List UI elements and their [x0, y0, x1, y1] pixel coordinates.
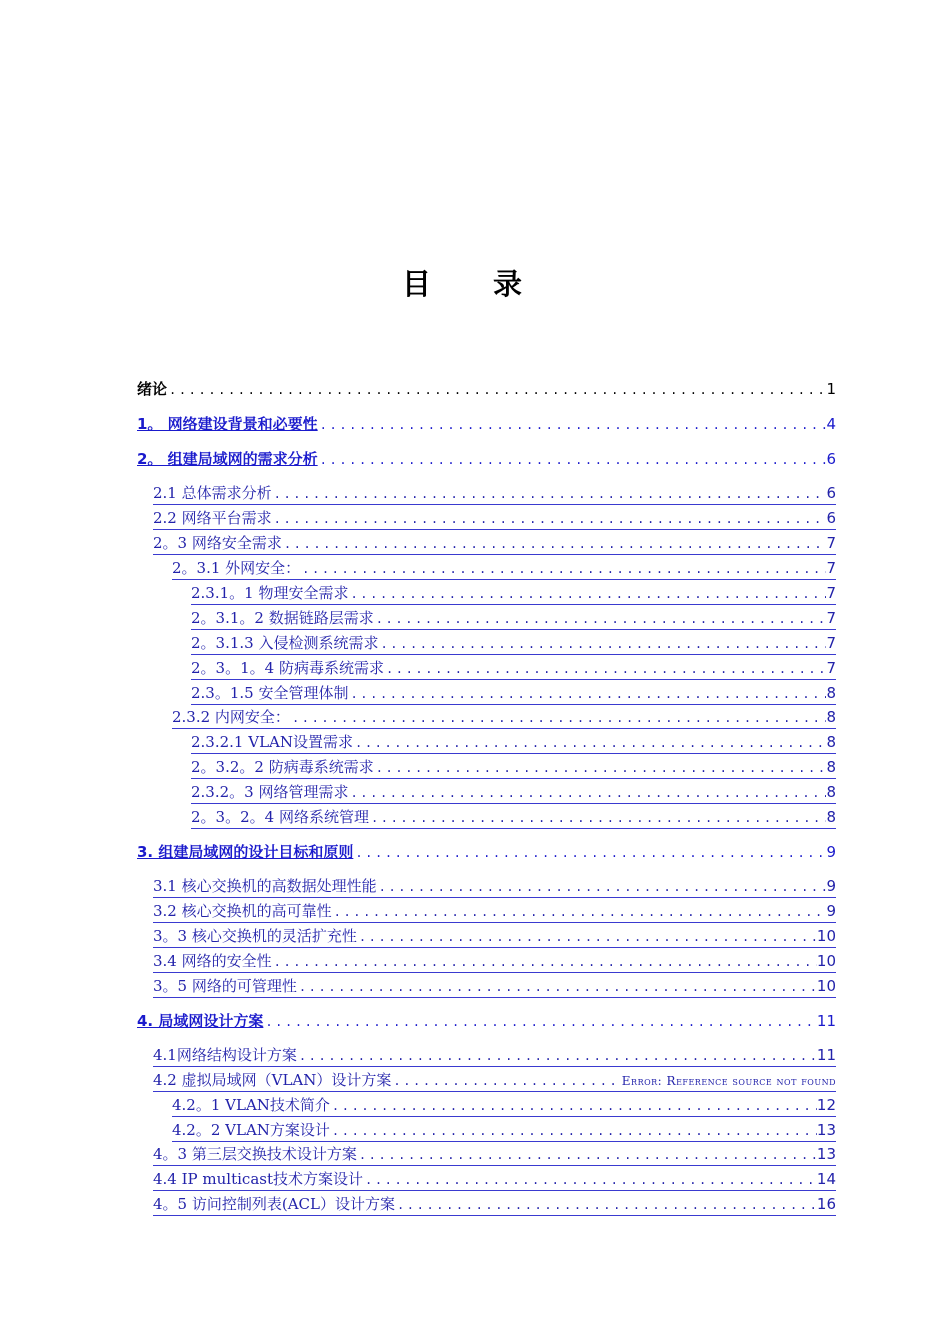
toc-entry[interactable] — [172, 706, 836, 729]
dot-leader — [357, 1148, 817, 1162]
toc-entry-label: 绪论 — [137, 380, 168, 398]
toc-entry-page: 7 — [826, 634, 836, 652]
toc-entry-page: 7 — [826, 659, 836, 677]
toc-entry-page: Error: Reference source not found — [621, 1074, 836, 1088]
toc-entry-page: 13 — [816, 1145, 836, 1163]
toc-entry[interactable] — [191, 731, 836, 754]
dot-leader — [272, 512, 827, 526]
toc-entry-page: 7 — [826, 584, 836, 602]
toc-entry-label: 3. 组建局域网的设计目标和原则 — [137, 843, 354, 861]
toc-entry-page: 12 — [816, 1096, 836, 1114]
toc-entry[interactable] — [153, 1193, 836, 1216]
toc-entry-label: 2.3.2。3 网络管理需求 — [191, 783, 349, 801]
toc-title: 目 录 — [401, 267, 549, 301]
toc-entry-label: 3。3 核心交换机的灵活扩充性 — [153, 927, 357, 945]
dot-leader — [297, 980, 817, 994]
dot-leader — [377, 880, 827, 894]
toc-entry-page: 11 — [816, 1012, 836, 1030]
toc-entry-label: 2.3。1.5 安全管理体制 — [191, 684, 349, 702]
dot-leader — [263, 1015, 817, 1029]
toc-entry-page: 9 — [826, 843, 836, 861]
toc-entry[interactable] — [153, 925, 836, 948]
toc-entry-page: 8 — [826, 808, 836, 826]
dot-leader — [318, 418, 827, 432]
toc-entry-page: 6 — [826, 484, 836, 502]
dot-leader — [300, 562, 826, 576]
toc-entry-page: 16 — [816, 1195, 836, 1213]
dot-leader — [332, 905, 827, 919]
dot-leader — [353, 736, 826, 750]
toc-entry-label: 4.2 虚拟局域网（VLAN）设计方案 — [153, 1071, 392, 1089]
toc-entry[interactable] — [172, 1119, 836, 1142]
toc-entry-label: 2。3.1 外网安全： — [172, 559, 301, 577]
toc-entry[interactable] — [137, 413, 836, 434]
toc-entry[interactable] — [191, 582, 836, 605]
toc-entry[interactable] — [153, 950, 836, 973]
dot-leader — [290, 711, 827, 725]
toc-entry-label: 2.1 总体需求分析 — [153, 484, 272, 502]
toc-entry[interactable] — [153, 900, 836, 923]
toc-entry[interactable] — [137, 1010, 836, 1031]
dot-leader — [374, 612, 827, 626]
dot-leader — [363, 1173, 817, 1187]
toc-entry-label: 3.4 网络的安全性 — [153, 952, 272, 970]
toc-entry[interactable] — [153, 1143, 836, 1166]
toc-entry-label: 4.4 IP multicast技术方案设计 — [153, 1170, 363, 1188]
toc-entry[interactable] — [191, 657, 836, 680]
toc-entry[interactable] — [191, 682, 836, 705]
toc-entry-label: 3。5 网络的可管理性 — [153, 977, 297, 995]
toc-entry-label: 2。 组建局域网的需求分析 — [137, 450, 318, 468]
toc-entry-label: 2。3。2。4 网络系统管理 — [191, 808, 369, 826]
toc-entry-page: 8 — [826, 708, 836, 726]
dot-leader — [378, 637, 826, 651]
toc-entry[interactable] — [153, 1168, 836, 1191]
dot-leader — [391, 1074, 621, 1088]
dot-leader — [348, 587, 826, 601]
toc-entry-page: 14 — [816, 1170, 836, 1188]
toc-entry-label: 2。3.1。2 数据链路层需求 — [191, 609, 374, 627]
toc-entry-page: 1 — [826, 380, 836, 398]
toc-entry-label: 2。3.2。2 防病毒系统需求 — [191, 758, 374, 776]
toc-entry-label: 2.3.1。1 物理安全需求 — [191, 584, 349, 602]
dot-leader — [369, 811, 827, 825]
dot-leader — [167, 383, 826, 397]
toc-entry-page: 8 — [826, 684, 836, 702]
dot-leader — [357, 930, 817, 944]
toc-entry-label: 2.3.2.1 VLAN设置需求 — [191, 733, 353, 751]
dot-leader — [282, 537, 827, 551]
toc-entry-label: 2。3.1.3 入侵检测系统需求 — [191, 634, 379, 652]
toc-entry-page: 6 — [826, 509, 836, 527]
toc-entry-page: 4 — [826, 415, 836, 433]
dot-leader — [330, 1099, 817, 1113]
toc-entry-page: 6 — [826, 450, 836, 468]
toc-entry[interactable] — [153, 482, 836, 505]
dot-leader — [348, 687, 826, 701]
toc-entry[interactable] — [191, 756, 836, 779]
toc-entry[interactable] — [137, 448, 836, 469]
toc-entry-label: 4。5 访问控制列表(ACL）设计方案 — [153, 1195, 395, 1213]
toc-entry-label: 4.2。2 VLAN方案设计 — [172, 1121, 330, 1139]
toc-entry[interactable] — [153, 1069, 836, 1092]
dot-leader — [348, 786, 826, 800]
toc-entry-label: 2.2 网络平台需求 — [153, 509, 272, 527]
toc-entry-page: 9 — [826, 877, 836, 895]
dot-leader — [272, 955, 817, 969]
toc-entry[interactable] — [153, 975, 836, 998]
toc-entry[interactable] — [153, 1044, 836, 1067]
dot-leader — [330, 1124, 817, 1138]
toc-entry-page: 7 — [826, 534, 836, 552]
toc-entry-page: 9 — [826, 902, 836, 920]
toc-entry-label: 2。3。1。4 防病毒系统需求 — [191, 659, 384, 677]
toc-entry-page: 8 — [826, 758, 836, 776]
dot-leader — [353, 846, 826, 860]
toc-entry[interactable] — [191, 781, 836, 804]
toc-entry[interactable] — [191, 806, 836, 829]
toc-entry-page: 10 — [816, 927, 836, 945]
toc-entry[interactable] — [172, 557, 836, 580]
toc-entry[interactable] — [153, 507, 836, 530]
toc-entry-page: 10 — [816, 952, 836, 970]
toc-entry-label: 4.2。1 VLAN技术简介 — [172, 1096, 330, 1114]
toc-entry-page: 8 — [826, 783, 836, 801]
toc-entry[interactable] — [137, 378, 836, 399]
dot-leader — [395, 1198, 817, 1212]
dot-leader — [272, 487, 827, 501]
toc-entry-label: 3.2 核心交换机的高可靠性 — [153, 902, 332, 920]
toc-entry[interactable] — [191, 607, 836, 630]
toc-entry[interactable] — [191, 632, 836, 655]
toc-entry[interactable] — [153, 875, 836, 898]
toc-entry-page: 10 — [816, 977, 836, 995]
toc-entry-page: 11 — [816, 1046, 836, 1064]
dot-leader — [318, 453, 827, 467]
toc-entry[interactable] — [172, 1094, 836, 1117]
toc-entry-label: 4.1网络结构设计方案 — [153, 1046, 297, 1064]
toc-entry[interactable] — [137, 841, 836, 862]
toc-entry[interactable] — [153, 532, 836, 555]
dot-leader — [297, 1049, 817, 1063]
toc-entry-label: 1。 网络建设背景和必要性 — [137, 415, 318, 433]
dot-leader — [384, 662, 827, 676]
toc-entry-label: 2.3.2 内网安全： — [172, 708, 290, 726]
toc-entry-page: 8 — [826, 733, 836, 751]
toc-entry-label: 4. 局域网设计方案 — [137, 1012, 264, 1030]
toc-entry-label: 2。3 网络安全需求 — [153, 534, 282, 552]
dot-leader — [374, 761, 827, 775]
toc-entry-page: 13 — [816, 1121, 836, 1139]
toc-entry-label: 3.1 核心交换机的高数据处理性能 — [153, 877, 377, 895]
toc-entry-page: 7 — [826, 559, 836, 577]
toc-entry-page: 7 — [826, 609, 836, 627]
toc-entry-label: 4。3 第三层交换技术设计方案 — [153, 1145, 357, 1163]
